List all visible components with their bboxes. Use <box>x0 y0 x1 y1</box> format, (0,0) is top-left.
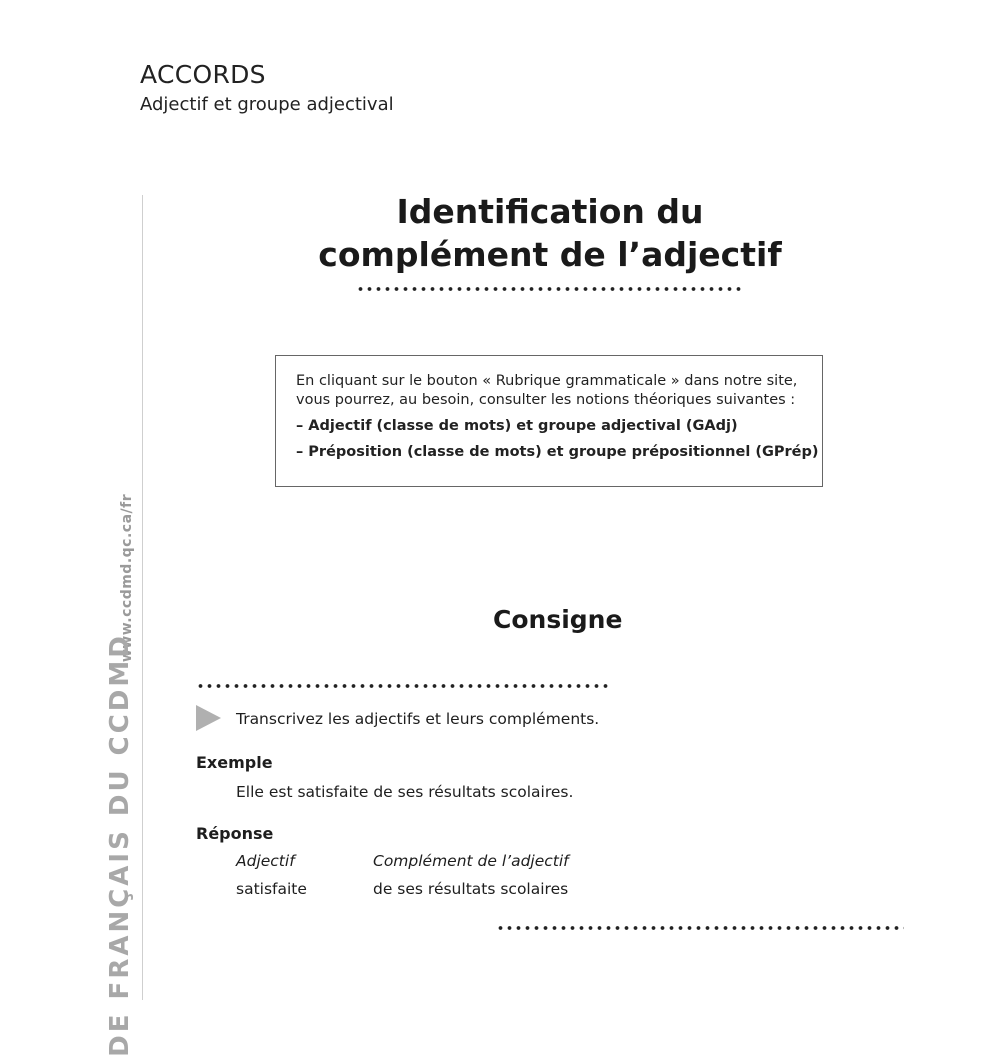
title-dotted-rule <box>356 286 745 292</box>
reponse-col1-header: Adjectif <box>236 852 295 870</box>
reponse-col1-value: satisfaite <box>236 880 307 898</box>
consigne-instruction: Transcrivez les adjectifs et leurs compléments. <box>236 710 600 728</box>
side-brand-text: DE FRANÇAIS DU CCDMD <box>105 633 135 1057</box>
notion-item-adjectif: – Adjectif (classe de mots) et groupe adjectival (GAdj) <box>296 418 738 434</box>
page-title-line-2: complément de l’adjectif <box>318 235 782 274</box>
exemple-label: Exemple <box>196 753 273 772</box>
notions-intro-line-1: En cliquant sur le bouton « Rubrique grammaticale » dans notre site, <box>296 373 798 389</box>
reponse-label: Réponse <box>196 824 274 843</box>
notion-item-preposition: – Préposition (classe de mots) et groupe prépositionnel (GPrép) <box>296 444 819 460</box>
side-url-text: www.ccdmd.qc.ca/fr <box>119 493 135 663</box>
notions-box <box>275 355 823 487</box>
side-divider <box>142 195 143 1000</box>
reponse-col2-value: de ses résultats scolaires <box>373 880 569 898</box>
consigne-dotted-rule <box>196 683 608 689</box>
section-subtitle: Adjectif et groupe adjectival <box>140 94 394 115</box>
bottom-dotted-rule <box>496 925 904 931</box>
section-title: ACCORDS <box>140 60 266 89</box>
exemple-sentence: Elle est satisfaite de ses résultats scolaires. <box>236 783 574 801</box>
reponse-col2-header: Complément de l’adjectif <box>373 852 569 870</box>
consigne-heading: Consigne <box>493 605 623 634</box>
triangle-arrow-icon <box>196 705 221 731</box>
page-title-line-1: Identification du <box>396 192 704 231</box>
notions-intro-line-2: vous pourrez, au besoin, consulter les notions théoriques suivantes : <box>296 392 796 408</box>
